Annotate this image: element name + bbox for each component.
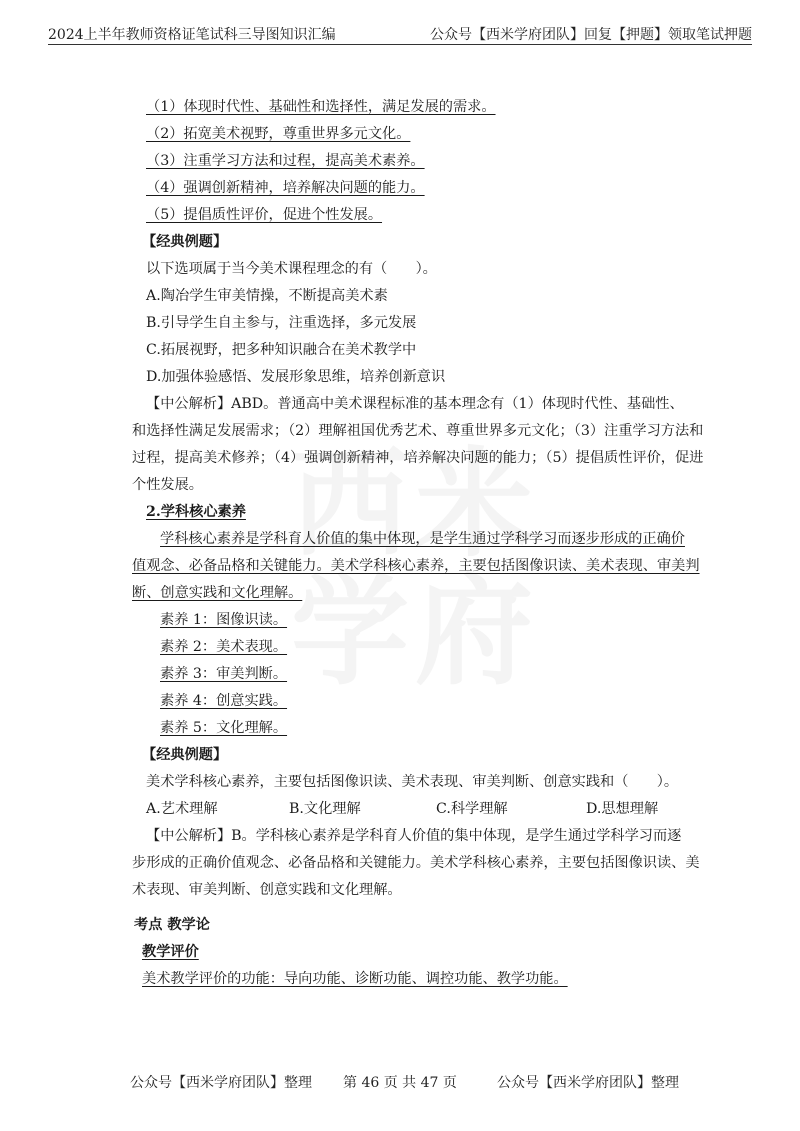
literacy-item: 素养 5：文化理解。 <box>160 720 288 736</box>
analysis-line: 【中公解析】B。学科核心素养是学科育人价值的集中体现，是学生通过学科学习而逐 <box>146 828 682 844</box>
example-option: B.引导学生自主参与，注重选择，多元发展 <box>146 315 417 331</box>
analysis-line: 步形成的正确价值观念、必备品格和关键能力。美术学科核心素养，主要包括图像识读、美 <box>132 855 700 871</box>
example-heading: 【经典例题】 <box>142 747 228 763</box>
example-option: B.文化理解 <box>289 801 361 817</box>
analysis-line: 个性发展。 <box>132 477 203 493</box>
definition-line: 值观念、必备品格和关键能力。美术学科核心素养，主要包括图像识读、美术表现、审美判 <box>132 558 700 574</box>
principle-item: （4）强调创新精神，培养解决问题的能力。 <box>146 180 425 196</box>
principle-item: （2）拓宽美术视野，尊重世界多元文化。 <box>146 126 411 142</box>
literacy-item: 素养 2：美术表现。 <box>160 639 288 655</box>
principle-item: （5）提倡质性评价，促进个性发展。 <box>146 207 383 223</box>
analysis-line: 过程，提高美术修养；（4）强调创新精神，培养解决问题的能力；（5）提倡质性评价，促进 <box>132 450 704 466</box>
example-option: C.科学理解 <box>436 801 508 817</box>
example-option: D.加强体验感悟、发展形象思维，培养创新意识 <box>146 369 446 385</box>
topic-subtitle: 教学评价 <box>142 944 199 960</box>
watermark-line-2 <box>285 568 545 696</box>
example-option: A.陶冶学生审美情操，不断提高美术素 <box>146 288 388 304</box>
analysis-line: 术表现、审美判断、创意实践和文化理解。 <box>132 882 402 898</box>
example-heading: 【经典例题】 <box>142 234 228 250</box>
page-header <box>48 22 752 45</box>
definition-line: 断、创意实践和文化理解。 <box>132 585 303 601</box>
example-option: C.拓展视野，把多种知识融合在美术教学中 <box>146 342 417 358</box>
example-question: 以下选项属于当今美术课程理念的有（ ）。 <box>146 261 437 277</box>
literacy-item: 素养 1：图像识读。 <box>160 612 288 628</box>
analysis-line: 和选择性满足发展需求；（2）理解祖国优秀艺术、尊重世界多元文化；（3）注重学习方法和 <box>132 423 704 439</box>
footer-right: 公众号【西米学府团队】整理 <box>497 1075 679 1091</box>
example-option: D.思想理解 <box>586 801 659 817</box>
principle-item: （1）体现时代性、基础性和选择性，满足发展的需求。 <box>146 99 496 115</box>
topic-title: 考点 教学论 <box>134 917 210 933</box>
page-number: 第 46 页 共 47 页 <box>343 1075 457 1091</box>
principle-item: （3）注重学习方法和过程，提高美术素养。 <box>146 153 425 169</box>
literacy-item: 素养 4：创意实践。 <box>160 693 288 709</box>
analysis-line: 【中公解析】ABD。普通高中美术课程标准的基本理念有（1）体现时代性、基础性、 <box>146 396 684 412</box>
topic-text: 美术教学评价的功能：导向功能、诊断功能、调控功能、教学功能。 <box>142 971 568 987</box>
header-promo: 公众号【西米学府团队】回复【押题】领取笔试押题 <box>430 27 752 43</box>
example-option: A.艺术理解 <box>146 801 218 817</box>
header-title: 2024上半年教师资格证笔试科三导图知识汇编 <box>48 27 336 43</box>
section-title: 2.学科核心素养 <box>146 504 246 520</box>
page-footer <box>0 1072 800 1094</box>
literacy-item: 素养 3：审美判断。 <box>160 666 288 682</box>
example-question: 美术学科核心素养，主要包括图像识读、美术表现、审美判断、创意实践和（ ）。 <box>146 774 679 790</box>
definition-line: 学科核心素养是学科育人价值的集中体现，是学生通过学科学习而逐步形成的正确价 <box>160 531 685 547</box>
footer-left: 公众号【西米学府团队】整理 <box>130 1075 312 1091</box>
